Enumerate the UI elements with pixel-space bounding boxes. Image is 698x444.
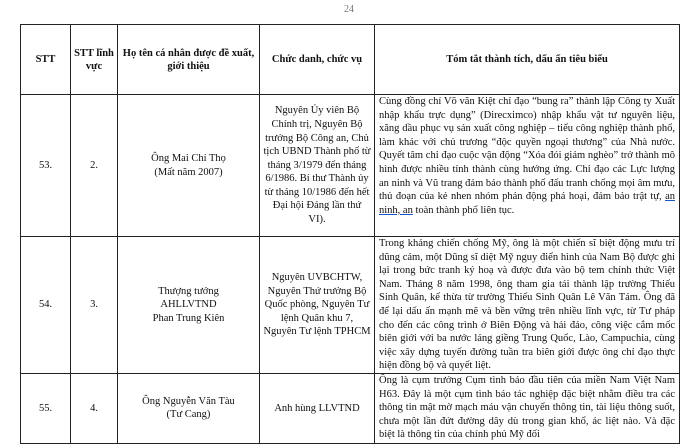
row-stt-field: 2. <box>71 95 118 237</box>
name-line: (Mất năm 2007) <box>154 166 223 178</box>
row-title: Nguyên UVBCHTW, Nguyên Thứ trưởng Bộ Quốc phòng, Nguyên Tư lệnh Quân khu 7, Nguyên Tư lệnh TPHCM <box>260 237 375 374</box>
name-line: (Tư Cang) <box>166 409 211 421</box>
header-summary: Tóm tắt thành tích, dấu ấn tiêu biểu <box>375 25 680 95</box>
name-line: Thượng tướng <box>158 285 219 297</box>
name-line: Ông Nguyễn Văn Tàu <box>142 395 235 407</box>
table-row <box>21 237 680 374</box>
header-stt: STT <box>21 25 71 95</box>
row-title: Anh hùng LLVTND <box>260 373 375 443</box>
row-summary: Trong kháng chiến chống Mỹ, ông là một chiến sĩ biệt động mưu trí dũng cảm, một Dũng sĩ diệt Mỹ nguy điển hình của Nam Bộ được ghi lại trong bức tranh ký hoạ và được đưa vào bộ tem chính thức Việt Nam. Tháng 8 năm 1998, ông tham gia tái thành lập trường Thiếu Sinh Quân, kế thừa từ trường Thiếu Sinh Quân Lê Văn Tám. Ông đã để lại dấu ấn mạnh mẽ và bền vững trên nhiều lĩnh vực, từ Tư pháp cho đến các công trình ở Biên Động và hải đảo, công việc cắm mốc biên giới với ba nước láng giềng Trung Quốc, Lào, Campuchia, cùng việc xây dựng tuyến đường tuần tra biên giới được ông chỉ đạo thực hiện đồng bộ và quyết liệt. <box>375 237 680 374</box>
header-name: Họ tên cá nhân được đề xuất, giới thiệu <box>118 25 260 95</box>
row-title: Nguyên Ủy viên Bộ Chính trị, Nguyên Bộ trưởng Bộ Công an, Chủ tịch UBND Thành phố từ tháng 3/1979 đến tháng 6/1986. Bí thư Thành ủy từ tháng 10/1986 đến hết Đại hội Đảng lần thứ VI). <box>260 95 375 237</box>
row-summary <box>375 95 680 237</box>
row-name <box>118 237 260 374</box>
summary-text-end: toàn thành phố liên tục. <box>412 204 515 216</box>
summary-text: Cùng đồng chí Võ văn Kiệt chỉ đạo “bung ra” thành lập Công ty Xuất nhập khẩu trực dụng” (Direcximco) nhập khẩu vật tư nguyên liệu, xăng dầu phục vụ sản xuất công nghiệp – tiểu công nghiệp thành phố, làm khác với chủ trương “độc quyền ngoại thương” của Nhà nước. Quyết tâm chỉ đạo cuộc vận động “Xóa đói giảm nghèo” trở thành mô hình được nhiều tỉnh thành cùng hưởng ứng. Chỉ đạo các Lực lượng an ninh và Vũ trang đảm bảo thành phố đấu tranh chống mọi âm mưu, thủ đoạn của kẻ nhen nhóm phản động phá hoại, đảm bảo trật tự, <box>379 96 675 203</box>
row-name <box>118 95 260 237</box>
row-stt: 55. <box>21 373 71 443</box>
summary-underlined-text: an ninh, an <box>379 191 675 216</box>
row-name <box>118 373 260 443</box>
row-stt: 53. <box>21 95 71 237</box>
table-row <box>21 95 680 237</box>
name-line: Phan Trung Kiên <box>152 312 225 324</box>
nominee-table <box>20 24 680 444</box>
row-stt: 54. <box>21 237 71 374</box>
name-line: AHLLVTND <box>160 299 217 311</box>
table-header-row <box>21 25 680 95</box>
row-stt-field: 3. <box>71 237 118 374</box>
row-summary: Ông là cụm trưởng Cụm tình báo đầu tiên của miền Nam Việt Nam H63. Đây là một cụm tình báo tác nghiệp đặc biệt nhằm điều tra các thông tin mật mờ mạch máu vận chuyển thông tin, tài liệu thông suốt, chưa một lần đứt đường dây dù trong gian khổ, ác liệt nào. Và đặc biệt là thông tin của chính phủ Mỹ đối <box>375 373 680 443</box>
row-stt-field: 4. <box>71 373 118 443</box>
header-title: Chức danh, chức vụ <box>260 25 375 95</box>
table-row <box>21 373 680 443</box>
header-stt-field: STT lĩnh vực <box>71 25 118 95</box>
name-line: Ông Mai Chí Thọ <box>151 152 226 164</box>
page-number: 24 <box>344 4 354 15</box>
